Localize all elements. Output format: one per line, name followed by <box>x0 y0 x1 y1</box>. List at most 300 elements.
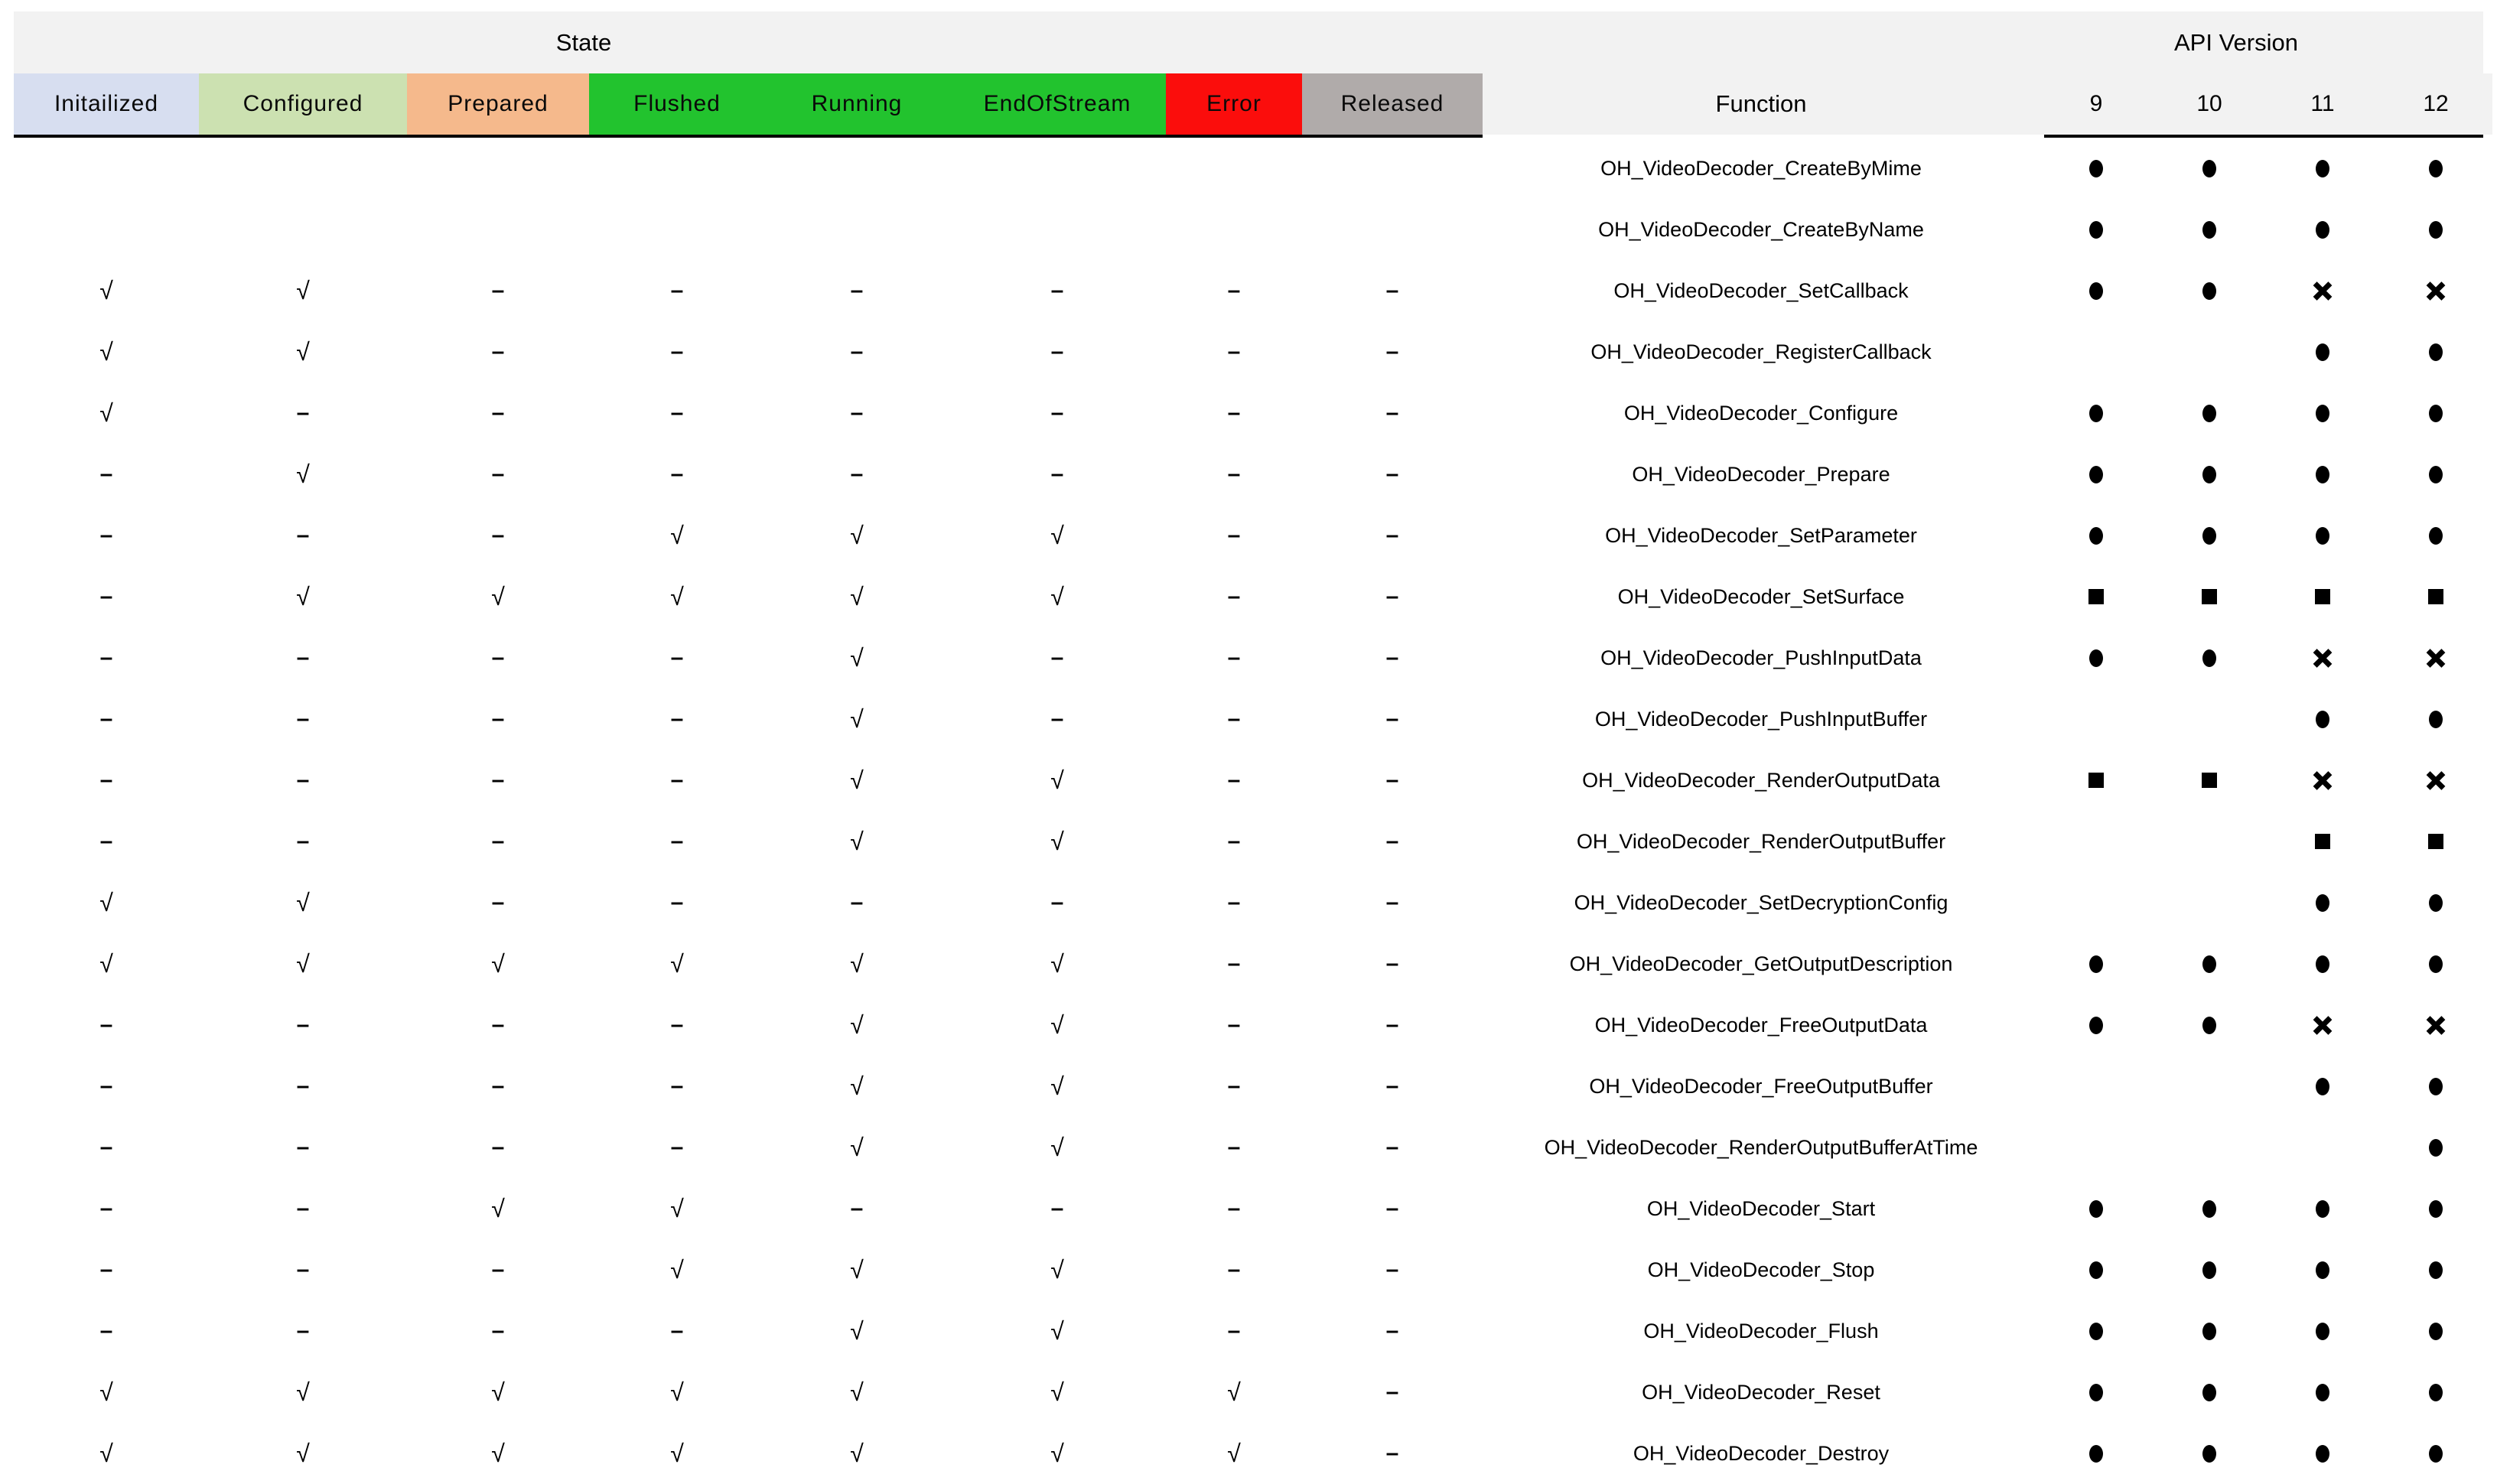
dash-mark: – <box>99 461 113 487</box>
table-row <box>14 627 2492 688</box>
dash-mark: – <box>850 1196 864 1221</box>
dash-mark: – <box>296 1257 310 1282</box>
state-cell <box>1302 1056 1483 1117</box>
dash-mark: – <box>1227 339 1241 364</box>
api-version-group-label: API Version <box>2174 28 2298 56</box>
state-cell <box>949 1362 1166 1423</box>
function-name: OH_VideoDecoder_GetOutputDescription <box>1569 952 1953 975</box>
state-cell <box>1302 627 1483 688</box>
dash-mark: – <box>491 1134 505 1160</box>
supported-dot-icon <box>2202 282 2216 300</box>
api-support-cell <box>2040 994 2153 1056</box>
dash-mark: – <box>1227 951 1241 976</box>
check-mark: √ <box>850 1011 864 1039</box>
dash-mark: – <box>1385 1257 1399 1282</box>
api-support-cell <box>2379 688 2492 750</box>
dash-mark: – <box>1385 951 1399 976</box>
dash-mark: – <box>491 339 505 364</box>
dash-mark: – <box>670 645 684 670</box>
state-cell <box>765 1117 949 1178</box>
state-cell <box>765 1362 949 1423</box>
api-support-cell <box>2379 444 2492 505</box>
state-cell <box>949 505 1166 566</box>
deprecated-x-icon <box>2313 770 2333 790</box>
check-mark: √ <box>99 950 113 978</box>
table-row <box>14 505 2492 566</box>
state-cell <box>949 382 1166 444</box>
state-cell <box>199 444 407 505</box>
api-support-cell <box>2379 627 2492 688</box>
state-cell <box>765 872 949 933</box>
state-cell <box>1302 321 1483 382</box>
api-support-cell <box>2379 260 2492 321</box>
state-cell <box>14 138 199 199</box>
state-cell <box>199 994 407 1056</box>
supported-dot-icon <box>2429 466 2443 483</box>
state-cell <box>14 321 199 382</box>
dash-mark: – <box>491 890 505 915</box>
state-cell <box>14 688 199 750</box>
state-cell <box>14 505 199 566</box>
api-support-cell <box>2266 1117 2379 1178</box>
supported-dot-icon <box>2429 221 2443 239</box>
state-cell <box>589 1362 765 1423</box>
state-cell <box>407 138 589 199</box>
state-cell <box>589 994 765 1056</box>
state-cell <box>199 811 407 872</box>
state-cell <box>199 1178 407 1239</box>
state-cell <box>949 811 1166 872</box>
deprecated-x-icon <box>2313 1015 2333 1035</box>
supported-dot-icon <box>2089 405 2103 422</box>
state-cell <box>1166 811 1302 872</box>
supported-dot-icon <box>2202 649 2216 667</box>
check-mark: √ <box>296 950 310 978</box>
state-cell <box>1166 1117 1302 1178</box>
state-cell <box>1166 566 1302 627</box>
check-mark: √ <box>99 1440 113 1467</box>
api-support-cell <box>2153 872 2266 933</box>
table-row <box>14 382 2492 444</box>
supported-dot-icon <box>2316 466 2329 483</box>
api-support-cell <box>2266 444 2379 505</box>
state-cell <box>1302 1300 1483 1362</box>
state-cell <box>407 872 589 933</box>
state-cell <box>589 1178 765 1239</box>
check-mark: √ <box>296 889 310 916</box>
dash-mark: – <box>1050 706 1064 731</box>
state-cell <box>1302 1117 1483 1178</box>
supported-dot-icon <box>2316 1384 2329 1401</box>
function-name: OH_VideoDecoder_CreateByMime <box>1600 156 1922 180</box>
function-name: OH_VideoDecoder_Stop <box>1647 1258 1875 1281</box>
dash-mark: – <box>670 706 684 731</box>
state-cell <box>949 933 1166 994</box>
state-cell <box>1166 199 1302 260</box>
state-cell <box>407 688 589 750</box>
state-cell <box>765 382 949 444</box>
dash-mark: – <box>1227 278 1241 303</box>
check-mark: √ <box>296 460 310 488</box>
state-cell <box>949 1423 1166 1484</box>
api-support-cell <box>2040 811 2153 872</box>
state-cell <box>949 1056 1166 1117</box>
api-support-cell <box>2153 444 2266 505</box>
api-support-cell <box>2266 260 2379 321</box>
dash-mark: – <box>670 1012 684 1037</box>
check-mark: √ <box>1050 1256 1064 1284</box>
state-cell <box>1302 566 1483 627</box>
dash-mark: – <box>99 584 113 609</box>
function-name: OH_VideoDecoder_RenderOutputBuffer <box>1576 829 1946 853</box>
supported-dot-icon <box>2089 649 2103 667</box>
state-cell <box>14 872 199 933</box>
function-name: OH_VideoDecoder_Flush <box>1643 1319 1879 1342</box>
check-mark: √ <box>670 950 684 978</box>
function-name: OH_VideoDecoder_PushInputBuffer <box>1594 707 1928 731</box>
state-cell <box>1302 1178 1483 1239</box>
dash-mark: – <box>296 1196 310 1221</box>
function-name: OH_VideoDecoder_CreateByName <box>1598 217 1924 241</box>
state-column-header-error: Error <box>1166 73 1302 135</box>
supported-dot-icon <box>2202 1323 2216 1340</box>
dash-mark: – <box>1385 1073 1399 1098</box>
state-cell <box>589 872 765 933</box>
state-cell <box>949 1300 1166 1362</box>
check-mark: √ <box>491 1195 505 1222</box>
check-mark: √ <box>1050 1134 1064 1161</box>
supported-square-icon <box>2202 773 2217 788</box>
check-mark: √ <box>850 766 864 794</box>
api-support-cell <box>2379 1423 2492 1484</box>
state-cell <box>589 1056 765 1117</box>
dash-mark: – <box>99 522 113 548</box>
table-row <box>14 1178 2492 1239</box>
dash-mark: – <box>1227 461 1241 487</box>
state-cell <box>1302 1423 1483 1484</box>
table-row <box>14 260 2492 321</box>
dash-mark: – <box>1385 1440 1399 1466</box>
check-mark: √ <box>296 583 310 610</box>
supported-dot-icon <box>2429 1200 2443 1218</box>
api-support-cell <box>2153 1239 2266 1300</box>
state-cell <box>199 321 407 382</box>
state-cell <box>1166 444 1302 505</box>
check-mark: √ <box>850 1256 864 1284</box>
check-mark: √ <box>1050 950 1064 978</box>
dash-mark: – <box>850 400 864 425</box>
state-column-header-released: Released <box>1302 73 1483 135</box>
state-cell <box>949 994 1166 1056</box>
table-row <box>14 321 2492 382</box>
api-support-cell <box>2379 1178 2492 1239</box>
state-cell <box>14 811 199 872</box>
dash-mark: – <box>1385 890 1399 915</box>
api-support-cell <box>2040 260 2153 321</box>
state-cell <box>14 1178 199 1239</box>
check-mark: √ <box>850 1317 864 1345</box>
dash-mark: – <box>296 645 310 670</box>
supported-dot-icon <box>2429 527 2443 545</box>
dash-mark: – <box>1227 1073 1241 1098</box>
check-mark: √ <box>1050 1317 1064 1345</box>
api-support-cell <box>2153 138 2266 199</box>
function-name: OH_VideoDecoder_Prepare <box>1632 462 1890 486</box>
check-mark: √ <box>670 1440 684 1467</box>
supported-dot-icon <box>2089 1261 2103 1279</box>
deprecated-x-icon <box>2426 281 2446 301</box>
dash-mark: – <box>296 706 310 731</box>
api-support-cell <box>2040 750 2153 811</box>
state-cell <box>199 138 407 199</box>
state-cell <box>407 444 589 505</box>
dash-mark: – <box>1227 1196 1241 1221</box>
supported-dot-icon <box>2089 1200 2103 1218</box>
api-support-cell <box>2153 1117 2266 1178</box>
api-support-cell <box>2040 1423 2153 1484</box>
table-row <box>14 872 2492 933</box>
state-cell <box>765 1300 949 1362</box>
state-cell <box>1302 811 1483 872</box>
state-cell <box>589 1300 765 1362</box>
api-support-cell <box>2153 688 2266 750</box>
supported-dot-icon <box>2202 1384 2216 1401</box>
api-support-cell <box>2040 199 2153 260</box>
state-cell <box>949 688 1166 750</box>
state-cell <box>1302 994 1483 1056</box>
dash-mark: – <box>99 767 113 792</box>
supported-dot-icon <box>2316 955 2329 973</box>
dash-mark: – <box>296 1012 310 1037</box>
dash-mark: – <box>1227 584 1241 609</box>
supported-dot-icon <box>2316 221 2329 239</box>
state-cell <box>1166 260 1302 321</box>
state-cell <box>765 933 949 994</box>
state-cell <box>589 260 765 321</box>
state-group-label: State <box>555 28 612 56</box>
state-cell <box>1302 260 1483 321</box>
function-name: OH_VideoDecoder_Reset <box>1642 1380 1880 1404</box>
api-support-cell <box>2040 444 2153 505</box>
dash-mark: – <box>296 1134 310 1160</box>
check-mark: √ <box>99 399 113 427</box>
api-support-cell <box>2379 1117 2492 1178</box>
supported-dot-icon <box>2429 1139 2443 1157</box>
api-support-cell <box>2153 750 2266 811</box>
state-cell <box>765 811 949 872</box>
check-mark: √ <box>296 338 310 366</box>
dash-mark: – <box>1227 767 1241 792</box>
table-row <box>14 1362 2492 1423</box>
api-support-cell <box>2266 566 2379 627</box>
state-cell <box>1302 199 1483 260</box>
state-cell <box>949 1239 1166 1300</box>
dash-mark: – <box>491 828 505 854</box>
dash-mark: – <box>1385 522 1399 548</box>
deprecated-x-icon <box>2426 648 2446 668</box>
api-support-cell <box>2266 627 2379 688</box>
state-cell <box>949 566 1166 627</box>
supported-dot-icon <box>2202 1261 2216 1279</box>
dash-mark: – <box>670 461 684 487</box>
dash-mark: – <box>491 767 505 792</box>
supported-dot-icon <box>2089 466 2103 483</box>
table-row <box>14 199 2492 260</box>
check-mark: √ <box>1050 766 1064 794</box>
state-cell <box>589 1423 765 1484</box>
supported-square-icon <box>2088 589 2104 604</box>
api-support-cell <box>2153 811 2266 872</box>
state-cell <box>765 750 949 811</box>
state-cell <box>14 1362 199 1423</box>
check-mark: √ <box>850 1134 864 1161</box>
dash-mark: – <box>1050 278 1064 303</box>
api-support-cell <box>2266 933 2379 994</box>
state-cell <box>765 1423 949 1484</box>
state-cell <box>1166 1056 1302 1117</box>
supported-dot-icon <box>2202 405 2216 422</box>
dash-mark: – <box>99 1318 113 1343</box>
supported-dot-icon <box>2316 1078 2329 1095</box>
state-cell <box>949 260 1166 321</box>
state-cell <box>199 199 407 260</box>
supported-dot-icon <box>2202 527 2216 545</box>
api-support-cell <box>2266 1178 2379 1239</box>
function-name: OH_VideoDecoder_SetSurface <box>1617 584 1905 608</box>
dash-mark: – <box>670 828 684 854</box>
dash-mark: – <box>491 1073 505 1098</box>
state-cell <box>589 199 765 260</box>
state-cell <box>407 566 589 627</box>
api-support-cell <box>2379 138 2492 199</box>
dash-mark: – <box>670 400 684 425</box>
deprecated-x-icon <box>2313 281 2333 301</box>
state-cell <box>1302 444 1483 505</box>
state-cell <box>407 199 589 260</box>
supported-dot-icon <box>2316 894 2329 912</box>
check-mark: √ <box>491 583 505 610</box>
supported-square-icon <box>2315 834 2330 849</box>
state-column-header-initailized: Initailized <box>14 73 199 135</box>
dash-mark: – <box>491 461 505 487</box>
state-cell <box>14 1056 199 1117</box>
state-cell <box>949 750 1166 811</box>
check-mark: √ <box>850 522 864 549</box>
dash-mark: – <box>1227 706 1241 731</box>
api-support-cell <box>2266 994 2379 1056</box>
state-cell <box>1302 1362 1483 1423</box>
state-cell <box>589 505 765 566</box>
supported-dot-icon <box>2089 1384 2103 1401</box>
state-cell <box>199 566 407 627</box>
state-cell <box>589 566 765 627</box>
dash-mark: – <box>1050 461 1064 487</box>
check-mark: √ <box>850 828 864 855</box>
dash-mark: – <box>1050 339 1064 364</box>
dash-mark: – <box>491 1318 505 1343</box>
state-cell <box>949 321 1166 382</box>
table-row <box>14 566 2492 627</box>
function-name: OH_VideoDecoder_Start <box>1646 1196 1876 1220</box>
function-name: OH_VideoDecoder_FreeOutputBuffer <box>1589 1074 1933 1098</box>
state-cell <box>407 321 589 382</box>
state-cell <box>1302 933 1483 994</box>
state-cell <box>1166 933 1302 994</box>
dash-mark: – <box>99 1196 113 1221</box>
supported-dot-icon <box>2089 221 2103 239</box>
supported-dot-icon <box>2316 1261 2329 1279</box>
dash-mark: – <box>1227 1257 1241 1282</box>
state-cell <box>407 750 589 811</box>
dash-mark: – <box>850 890 864 915</box>
check-mark: √ <box>1050 828 1064 855</box>
supported-dot-icon <box>2089 282 2103 300</box>
dash-mark: – <box>850 339 864 364</box>
api-support-cell <box>2153 260 2266 321</box>
dash-mark: – <box>1385 1379 1399 1404</box>
supported-dot-icon <box>2089 1017 2103 1034</box>
table-row <box>14 933 2492 994</box>
api-support-cell <box>2040 1239 2153 1300</box>
check-mark: √ <box>491 1378 505 1406</box>
state-cell <box>765 199 949 260</box>
check-mark: √ <box>850 1072 864 1100</box>
state-cell <box>1166 750 1302 811</box>
state-cell <box>589 1117 765 1178</box>
state-cell <box>14 1423 199 1484</box>
table-row <box>14 688 2492 750</box>
check-mark: √ <box>850 644 864 672</box>
check-mark: √ <box>850 583 864 610</box>
api-support-cell <box>2040 321 2153 382</box>
state-cell <box>199 260 407 321</box>
state-cell <box>407 1300 589 1362</box>
column-header-row <box>14 73 2492 135</box>
state-cell <box>1166 627 1302 688</box>
check-mark: √ <box>296 277 310 304</box>
api-support-cell <box>2266 750 2379 811</box>
api-support-cell <box>2379 811 2492 872</box>
state-column-header-running: Running <box>765 73 949 135</box>
supported-square-icon <box>2202 589 2217 604</box>
supported-square-icon <box>2088 773 2104 788</box>
supported-dot-icon <box>2429 1261 2443 1279</box>
check-mark: √ <box>1050 1011 1064 1039</box>
api-support-cell <box>2040 1362 2153 1423</box>
supported-dot-icon <box>2429 1323 2443 1340</box>
function-name: OH_VideoDecoder_SetCallback <box>1613 278 1909 302</box>
state-cell <box>199 933 407 994</box>
supported-dot-icon <box>2202 466 2216 483</box>
dash-mark: – <box>99 828 113 854</box>
api-support-cell <box>2153 1056 2266 1117</box>
api-support-cell <box>2266 1300 2379 1362</box>
dash-mark: – <box>1385 1318 1399 1343</box>
api-support-cell <box>2040 138 2153 199</box>
state-cell <box>407 1362 589 1423</box>
state-cell <box>949 199 1166 260</box>
api-support-cell <box>2266 1056 2379 1117</box>
check-mark: √ <box>1227 1378 1241 1406</box>
state-cell <box>1302 382 1483 444</box>
state-cell <box>407 505 589 566</box>
check-mark: √ <box>670 1195 684 1222</box>
dash-mark: – <box>1385 1196 1399 1221</box>
check-mark: √ <box>670 1256 684 1284</box>
table-row <box>14 138 2492 199</box>
dash-mark: – <box>491 706 505 731</box>
api-support-cell <box>2379 1056 2492 1117</box>
